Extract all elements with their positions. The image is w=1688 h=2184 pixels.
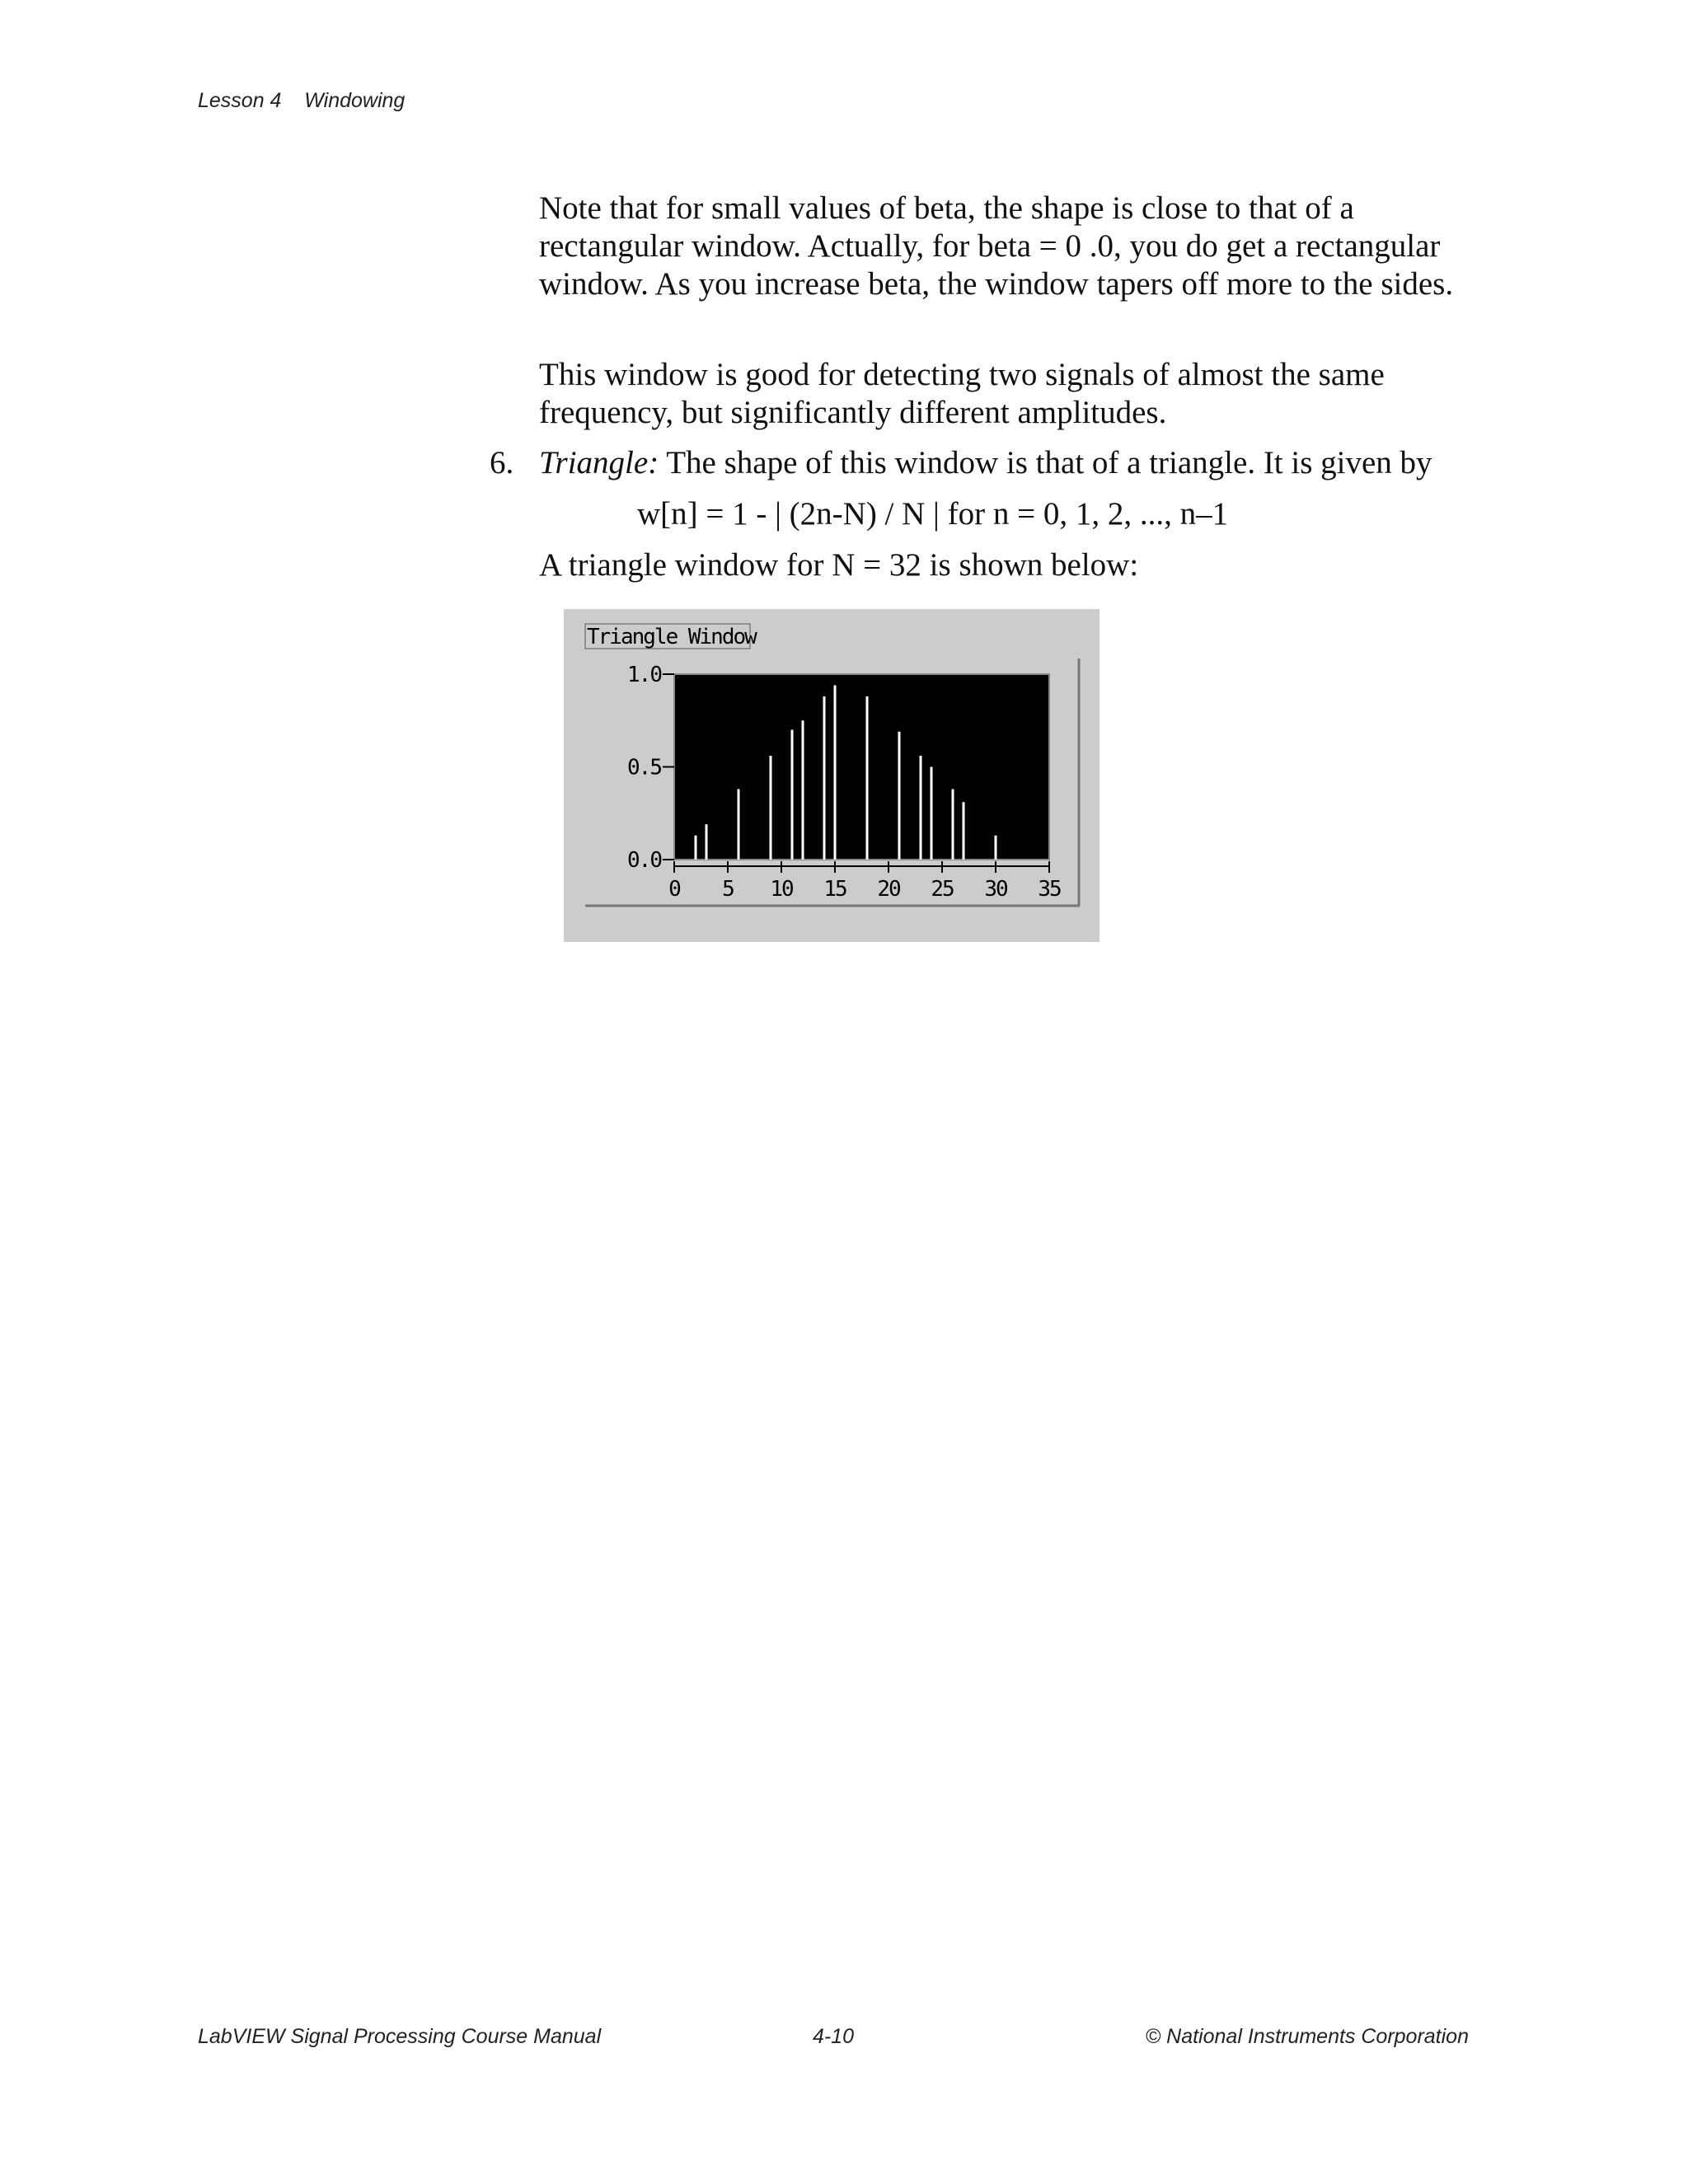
chart-title: Triangle Window [587, 625, 756, 649]
x-tick-label: 15 [823, 877, 846, 902]
paragraph-detection-note: This window is good for detecting two signals of almost the same frequency, but significantly different amplitudes. [539, 357, 1385, 430]
chart-svg [564, 609, 1100, 942]
x-tick-label: 30 [984, 877, 1007, 902]
list-term: Triangle: [539, 445, 659, 480]
list-number: 6. [490, 445, 514, 480]
x-tick-label: 10 [770, 877, 793, 902]
footer-copyright: © National Instruments Corporation [1145, 2025, 1469, 2048]
list-text: The shape of this window is that of a triangle. It is given by [659, 445, 1432, 480]
y-tick-label: 0.0 [627, 848, 661, 873]
page-header [198, 89, 405, 113]
footer-manual-title: LabVIEW Signal Processing Course Manual [198, 2025, 602, 2048]
list-item-triangle [490, 444, 1495, 482]
plot-area [674, 674, 1049, 860]
x-tick-label: 35 [1038, 877, 1061, 902]
x-tick-label: 25 [931, 877, 954, 902]
paragraph-figure-intro: A triangle window for N = 32 is shown below: [539, 547, 1139, 583]
x-tick-label: 20 [877, 877, 900, 902]
y-tick-label: 0.5 [627, 755, 661, 780]
x-tick-label: 0 [668, 877, 680, 902]
triangle-window-chart [564, 609, 1100, 942]
x-tick-label: 5 [722, 877, 734, 902]
footer-page-number: 4-10 [813, 2025, 855, 2048]
triangle-equation: w[n] = 1 - | (2n-N) / N | for n = 0, 1, 2, ..., n–1 [637, 496, 1229, 532]
header-section: Windowing [304, 89, 406, 112]
y-tick-label: 1.0 [627, 663, 661, 687]
header-lesson: Lesson 4 [198, 89, 282, 112]
paragraph-beta-note: Note that for small values of beta, the shape is close to that of a rectangular window. Actually, for beta = 0 .0, you do get a rectangular window. As you increase beta, the window tapers off more to the sides. [539, 190, 1454, 302]
